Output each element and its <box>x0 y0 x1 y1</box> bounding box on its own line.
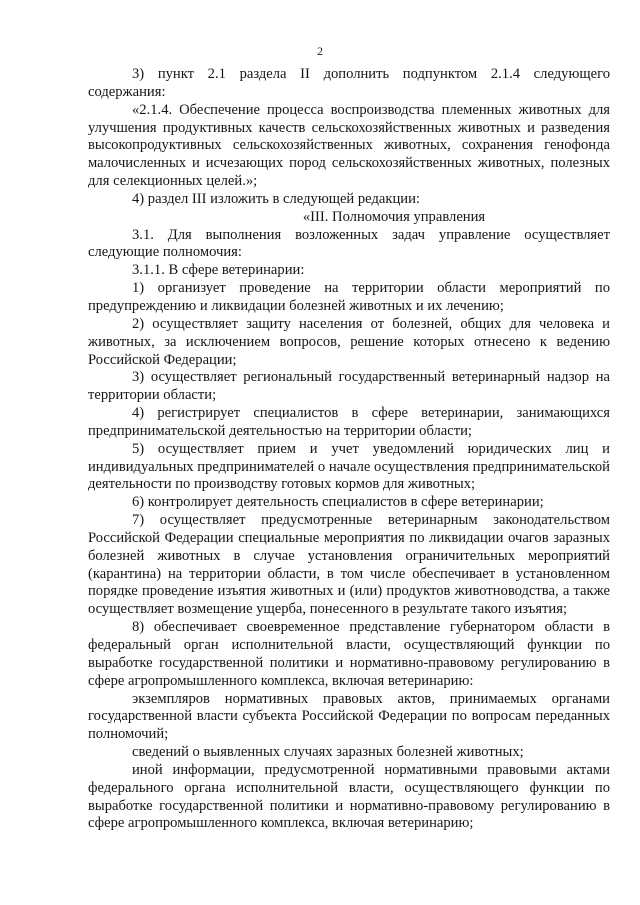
list-item-3: 3) осуществляет региональный государственный ветеринарный надзор на территории области; <box>88 369 610 404</box>
list-item-8-cases: сведений о выявленных случаях заразных болезней животных; <box>132 744 524 761</box>
paragraph-amendment-3: 3) пункт 2.1 раздела II дополнить подпунктом 2.1.4 следующего содержания: <box>88 66 610 100</box>
list-item-8-copies: экземпляров нормативных правовых актов, принимаемых органами государственной власти субъекта Российской Федерации по вопросам переданных полномочий; <box>88 690 610 743</box>
paragraph-3-1-1: 3.1.1. В сфере ветеринарии: <box>132 262 305 279</box>
list-item-2: 2) осуществляет защиту населения от болезней, общих для человека и животных, за исключением вопросов, решение которых отнесено к ведению Российской Федерации; <box>88 315 610 368</box>
list-item-8: 8) обеспечивает своевременное представление губернатором области в федеральный орган исполнительной власти, осуществляющий функции по выработке государственной политики и нормативно-правовому регулированию в сфере агропромышленного комплекса, включая ветеринарию: <box>88 619 610 689</box>
paragraph-3-1: 3.1. Для выполнения возложенных задач управление осуществляет следующие полномочия: <box>88 226 610 261</box>
section-heading: «III. Полномочия управления <box>302 208 486 225</box>
list-item-6: 6) контролирует деятельность специалистов в сфере ветеринарии; <box>132 494 544 511</box>
list-item-7: 7) осуществляет предусмотренные ветеринарным законодательством Российской Федерации специальные мероприятия по ликвидации очагов заразных болезней животных в случае установления ограничительных мероприятий (карантина) на территории области, в том числе обеспечивает в установленном порядке проведение изъятия животных и (или) продуктов животноводства, а также осуществляет возмещение ущерба, понесенного в результате такого изъятия; <box>88 512 610 618</box>
list-item-5: 5) осуществляет прием и учет уведомлений юридических лиц и индивидуальных предпринимателей о начале осуществления предпринимательской деятельности по производству готовых кормов для животных; <box>88 440 610 493</box>
list-item-1: 1) организует проведение на территории области мероприятий по предупреждению и ликвидации болезней животных и их лечению; <box>88 280 610 314</box>
list-item-4: 4) регистрирует специалистов в сфере ветеринарии, занимающихся предпринимательской деятельностью на территории области; <box>88 405 610 439</box>
paragraph-subclause-2-1-4: «2.1.4. Обеспечение процесса воспроизводства племенных животных для улучшения продуктивных качеств сельскохозяйственных животных и разведения высокопродуктивных сельскохозяйственных животных, сохранения генофонда малочисленных и исчезающих пород сельскохозяйственных животных, полезных для селекционных целей.»; <box>88 101 610 190</box>
page-number: 2 <box>317 44 323 58</box>
document-text <box>88 66 610 833</box>
list-item-8-other-info: иной информации, предусмотренной нормативными правовыми актами федерального органа исполнительной власти, осуществляющего функции по выработке государственной политики и нормативно-правовому регулированию в сфере агропромышленного комплекса, включая ветеринарию; <box>88 761 610 832</box>
paragraph-amendment-4: 4) раздел III изложить в следующей редакции: <box>132 190 420 207</box>
